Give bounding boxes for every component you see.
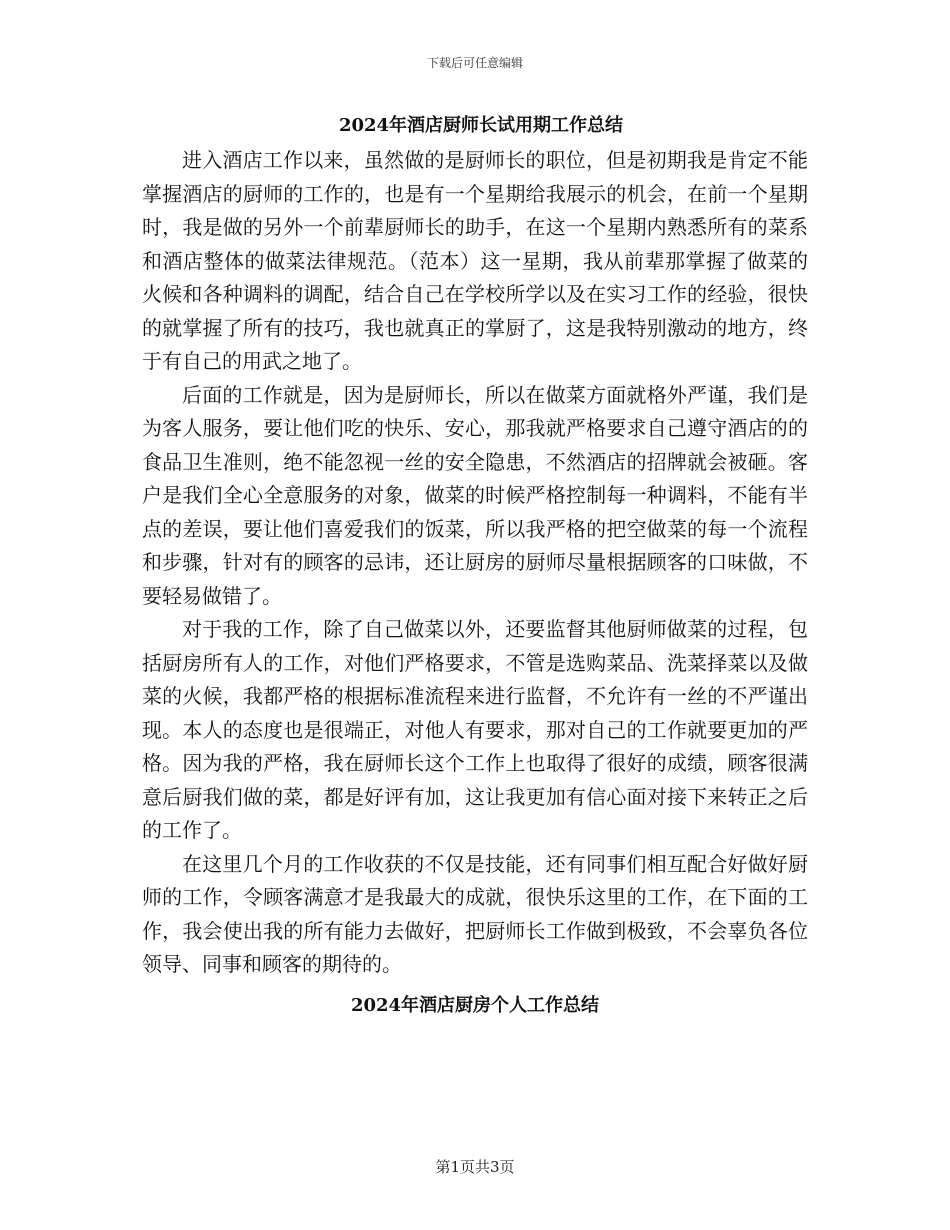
paragraph-1: 进入酒店工作以来，虽然做的是厨师长的职位，但是初期我是肯定不能掌握酒店的厨师的工作的，也是有一个星期给我展示的机会，在前一个星期时，我是做的另外一个前辈厨师长的助手，在这一个星期内熟悉所有的菜系和酒店整体的做菜法律规范。（范本）这一星期，我从前辈那掌握了做菜的火候和各种调料的调配，结合自己在学校所学以及在实习工作的经验，很快的就掌握了所有的技巧，我也就真正的掌厨了，这是我特别激动的地方，终于有自己的用武之地了。 [142,148,808,373]
document-title: 2024年酒店厨师长试用期工作总结 [338,115,624,136]
page-number: 第1页共3页 [435,1158,515,1176]
paragraph-2: 后面的工作就是，因为是厨师长，所以在做菜方面就格外严谨，我们是为客人服务，要让他们吃的快乐、安心，那我就严格要求自己遵守酒店的的食品卫生准则，绝不能忽视一丝的安全隐患，不然酒店的招牌就会被砸。客户是我们全心全意服务的对象，做菜的时候严格控制每一种调料，不能有半点的差误，要让他们喜爱我们的饭菜，所以我严格的把空做菜的每一个流程和步骤，针对有的顾客的忌讳，还让厨房的厨师尽量根据顾客的口味做，不要轻易做错了。 [142,382,808,608]
page-header-note: 下载后可任意编辑 [426,56,523,70]
paragraph-3: 对于我的工作，除了自己做菜以外，还要监督其他厨师做菜的过程，包括厨房所有人的工作，对他们严格要求，不管是选购菜品、洗菜择菜以及做菜的火候，我都严格的根据标准流程来进行监督，不允许有一丝的不严谨出现。本人的态度也是很端正，对他人有要求，那对自己的工作就要更加的严格。因为我的严格，我在厨师长这个工作上也取得了很好的成绩，顾客很满意后厨我们做的菜，都是好评有加，这让我更加有信心面对接下来转正之后的工作了。 [142,617,808,842]
paragraph-4: 在这里几个月的工作收获的不仅是技能，还有同事们相互配合好做好厨师的工作，令顾客满意才是我最大的成就，很快乐这里的工作，在下面的工作，我会使出我的所有能力去做好，把厨师长工作做到极致，不会辜负各位领导、同事和顾客的期待的。 [142,851,808,976]
document-body [142,110,808,1022]
next-section-title: 2024年酒店厨房个人工作总结 [350,994,600,1016]
